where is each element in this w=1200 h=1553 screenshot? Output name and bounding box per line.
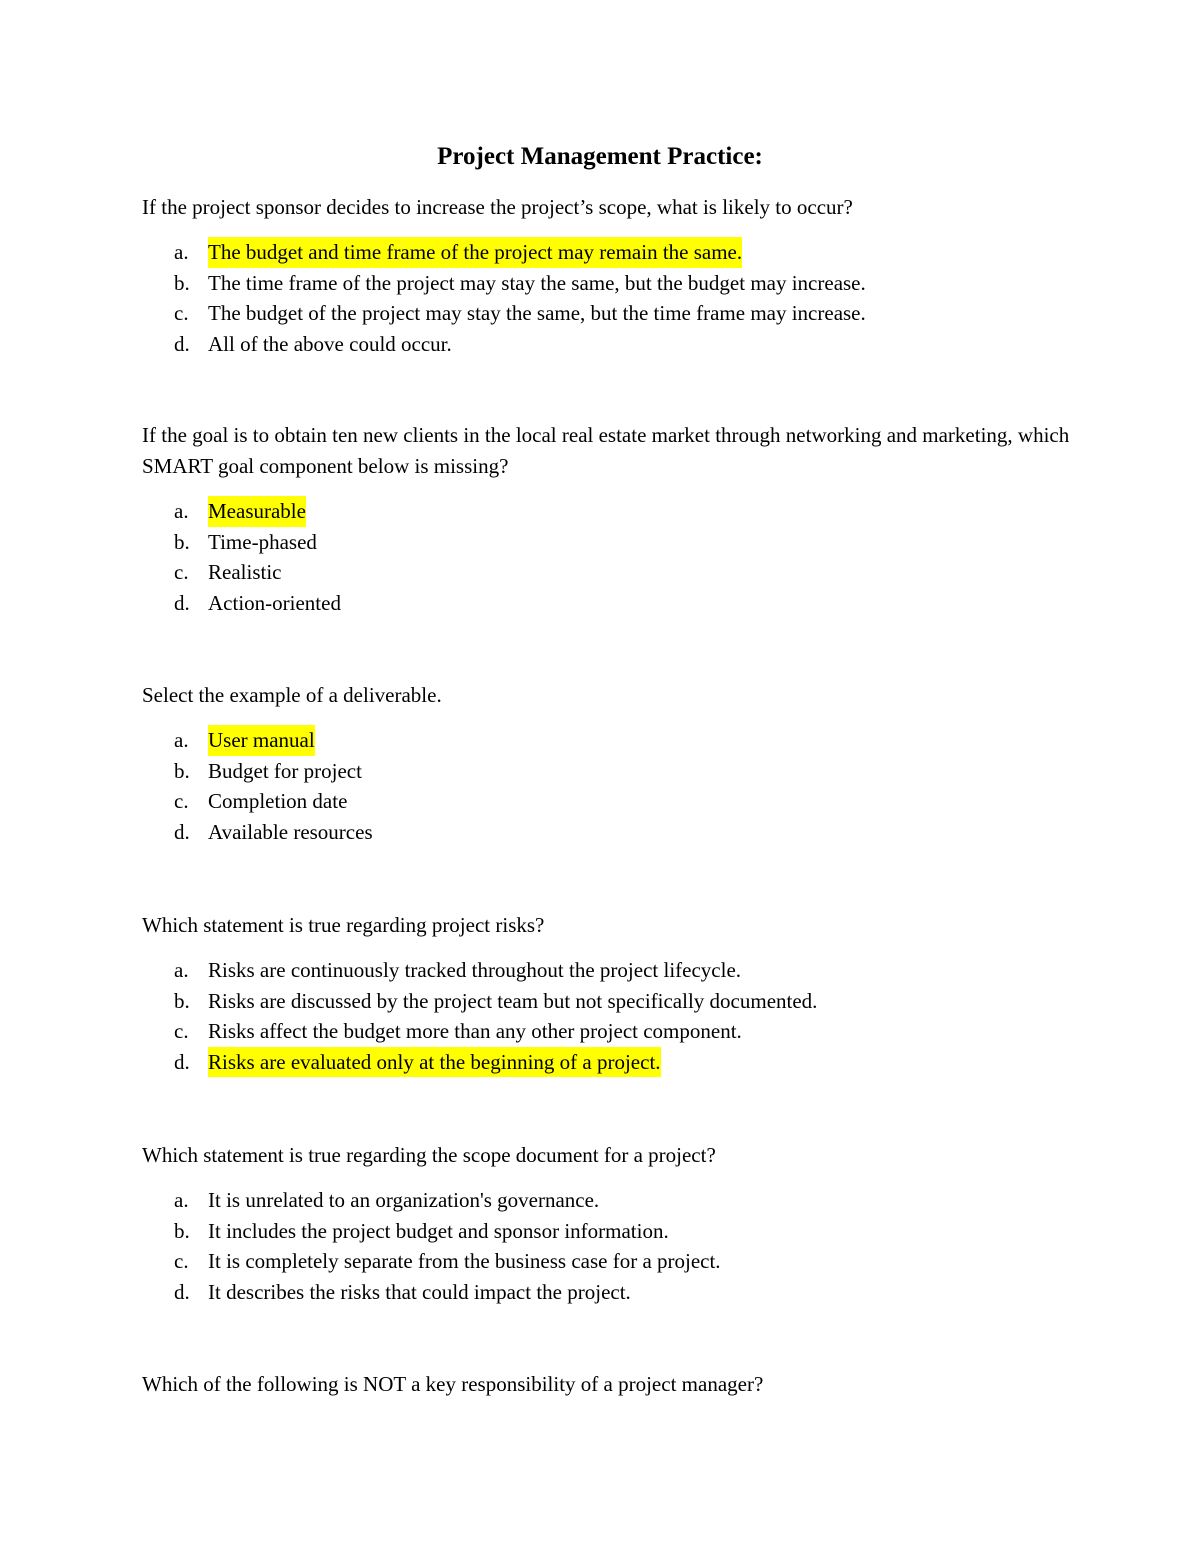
option-letter: c. xyxy=(174,560,189,584)
answer-option xyxy=(142,298,1082,329)
answer-option xyxy=(142,588,1082,619)
option-letter: c. xyxy=(174,789,189,813)
option-text: It describes the risks that could impact the project. xyxy=(208,1279,631,1304)
option-letter: b. xyxy=(174,270,190,295)
answer-option xyxy=(142,725,1082,756)
option-letter: b. xyxy=(174,758,190,783)
answer-option xyxy=(142,329,1082,360)
answer-option xyxy=(142,1277,1082,1308)
question-text: If the project sponsor decides to increase the project’s scope, what is likely to occur? xyxy=(142,195,853,219)
option-letter: a. xyxy=(174,240,189,264)
answer-option xyxy=(142,786,1082,817)
option-letter: a. xyxy=(174,958,189,982)
question-2 xyxy=(142,420,1082,618)
option-text: It is unrelated to an organization's governance. xyxy=(208,1188,600,1212)
option-text: Completion date xyxy=(208,789,348,813)
option-letter: d. xyxy=(174,819,190,844)
question-1 xyxy=(142,192,1082,359)
option-text: Risks are discussed by the project team but not specifically documented. xyxy=(208,988,818,1013)
option-letter: c. xyxy=(174,1019,189,1043)
option-text: It includes the project budget and sponsor information. xyxy=(208,1218,669,1243)
question-text: Which statement is true regarding the scope document for a project? xyxy=(142,1143,716,1167)
answer-option xyxy=(142,527,1082,558)
option-text: Risks affect the budget more than any other project component. xyxy=(208,1019,742,1043)
option-letter: c. xyxy=(174,1249,189,1273)
answer-option xyxy=(142,268,1082,299)
question-text: Which statement is true regarding project risks? xyxy=(142,913,545,937)
option-text: Risks are continuously tracked throughout the project lifecycle. xyxy=(208,958,742,982)
answer-option xyxy=(142,986,1082,1017)
option-letter: b. xyxy=(174,1218,190,1243)
answer-option xyxy=(142,1185,1082,1216)
question-3 xyxy=(142,680,1082,847)
option-text-highlighted: Measurable xyxy=(208,496,306,527)
option-text: Realistic xyxy=(208,560,282,584)
option-letter: d. xyxy=(174,1279,190,1304)
document-title: Project Management Practice: xyxy=(437,143,763,170)
answer-option xyxy=(142,496,1082,527)
answer-option xyxy=(142,756,1082,787)
option-letter: a. xyxy=(174,728,189,752)
option-letter: d. xyxy=(174,1049,190,1074)
question-text: If the goal is to obtain ten new clients in the local real estate market through networking and marketing, which SMART goal component below is missing? xyxy=(142,423,1070,478)
answer-options xyxy=(142,725,1082,847)
answer-option xyxy=(142,1216,1082,1247)
answer-option xyxy=(142,817,1082,848)
answer-options xyxy=(142,955,1082,1077)
question-text: Which of the following is NOT a key responsibility of a project manager? xyxy=(142,1372,764,1396)
question-text: Select the example of a deliverable. xyxy=(142,683,442,707)
option-text-highlighted: The budget and time frame of the project may remain the same. xyxy=(208,237,742,268)
answer-option xyxy=(142,1016,1082,1047)
answer-option xyxy=(142,237,1082,268)
option-text: The budget of the project may stay the same, but the time frame may increase. xyxy=(208,301,866,325)
answer-options xyxy=(142,1185,1082,1307)
option-text: It is completely separate from the business case for a project. xyxy=(208,1249,721,1273)
question-6 xyxy=(142,1369,1082,1400)
option-text: Budget for project xyxy=(208,758,362,783)
question-5 xyxy=(142,1140,1082,1307)
option-letter: b. xyxy=(174,988,190,1013)
answer-option xyxy=(142,1047,1082,1078)
option-text-highlighted: Risks are evaluated only at the beginning of a project. xyxy=(208,1047,661,1078)
answer-option xyxy=(142,557,1082,588)
option-text: Time-phased xyxy=(208,529,317,554)
option-text: The time frame of the project may stay the same, but the budget may increase. xyxy=(208,270,866,295)
answer-options xyxy=(142,237,1082,359)
answer-option xyxy=(142,1246,1082,1277)
option-letter: a. xyxy=(174,499,189,523)
option-letter: c. xyxy=(174,301,189,325)
option-text-highlighted: User manual xyxy=(208,725,315,756)
option-letter: b. xyxy=(174,529,190,554)
option-text: All of the above could occur. xyxy=(208,331,452,356)
answer-option xyxy=(142,955,1082,986)
option-letter: a. xyxy=(174,1188,189,1212)
question-4 xyxy=(142,910,1082,1077)
option-letter: d. xyxy=(174,331,190,356)
option-text: Available resources xyxy=(208,819,373,844)
option-letter: d. xyxy=(174,590,190,615)
answer-options xyxy=(142,496,1082,618)
option-text: Action-oriented xyxy=(208,590,341,615)
